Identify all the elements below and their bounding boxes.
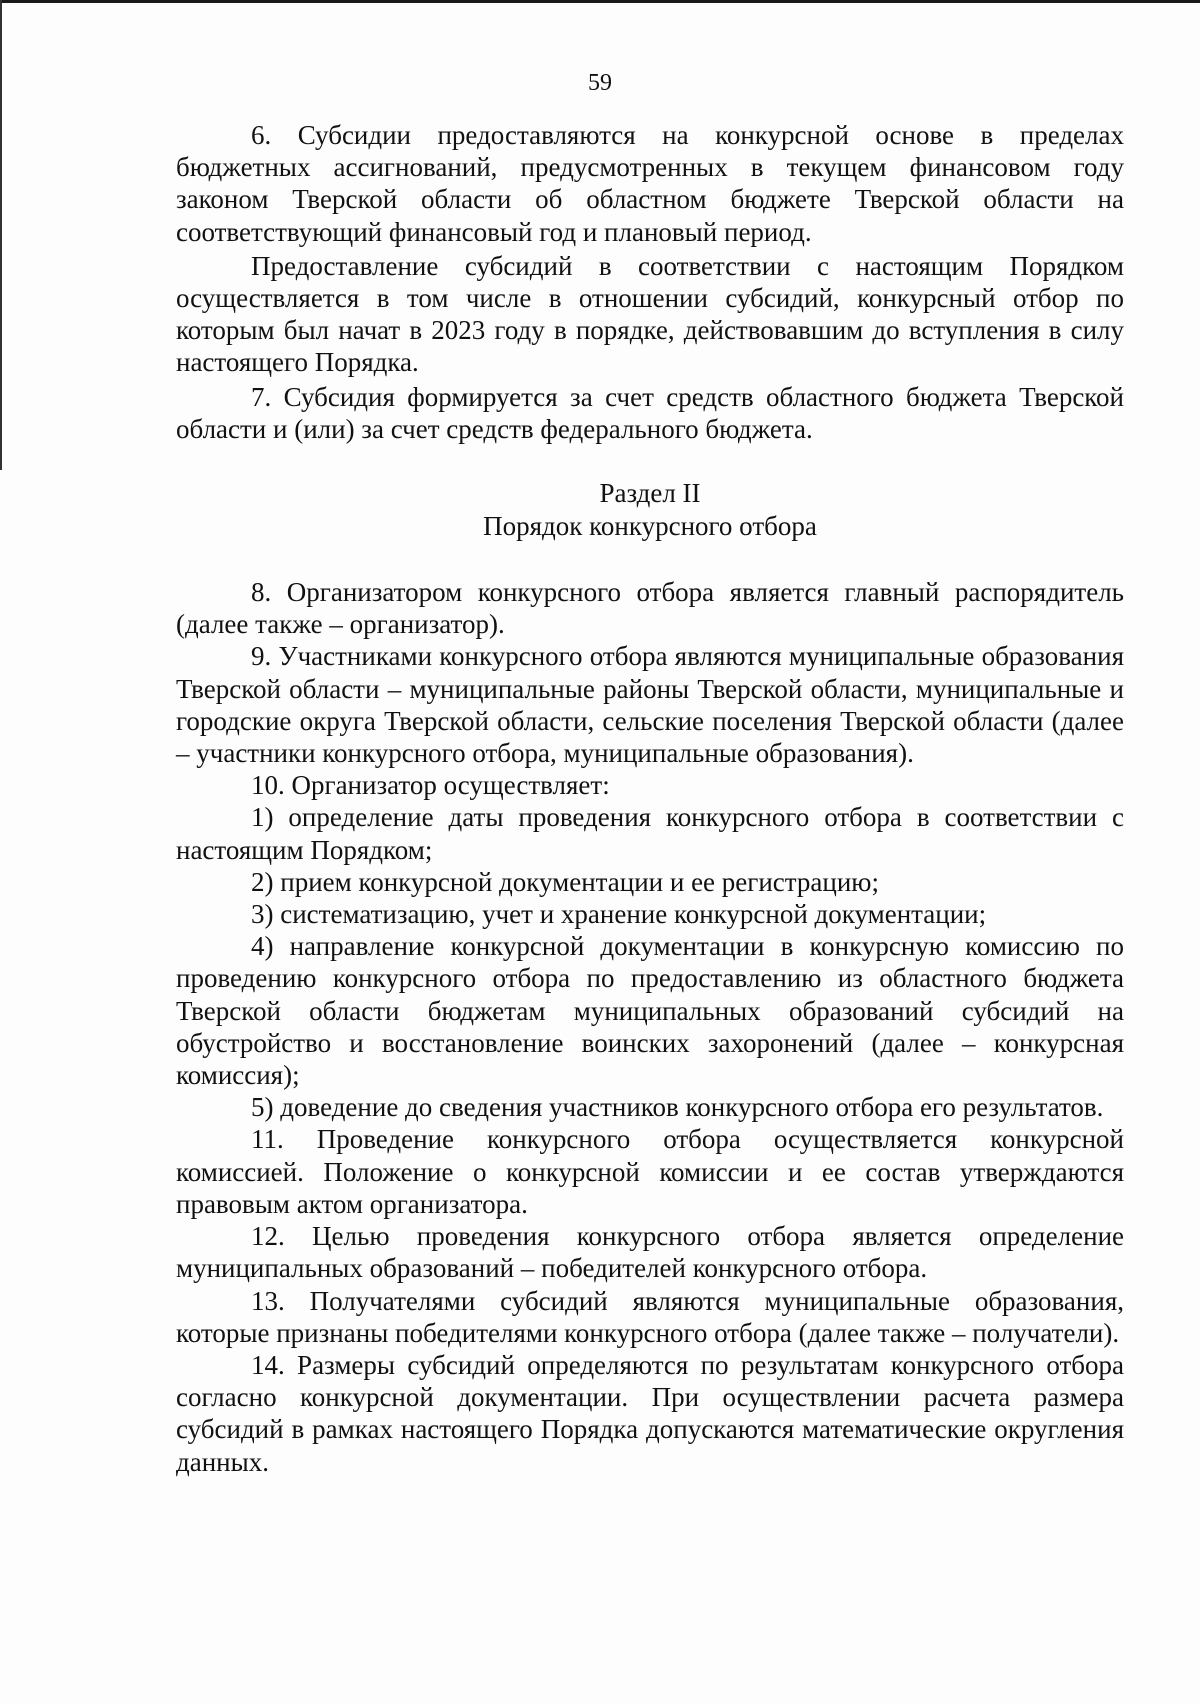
document-body: [176, 119, 1124, 1478]
paragraph-10-item-2: 2) прием конкурсной документации и ее регистрацию;: [251, 866, 879, 897]
paragraph-7: 7. Субсидия формируется за счет средств областного бюджета Тверской области и (или) за счет средств федерального бюджета.: [176, 381, 1124, 444]
paragraph-13: 13. Получателями субсидий являются муниципальные образования, которые признаны победителями конкурсного отбора (далее также – получатели).: [176, 1285, 1124, 1348]
paragraph-10-item-4: 4) направление конкурсной документации в конкурсную комиссию по проведению конкурсного отбора по предоставлению из областного бюджета Тверской области бюджетам муниципальных образований субсидий на обустройство и восстановление воинских захоронений (далее – конкурсная комиссия);: [176, 931, 1124, 1091]
paragraph-8: 8. Организатором конкурсного отбора является главный распорядитель (далее также – организатор).: [176, 577, 1124, 640]
page-number: 59: [588, 70, 612, 96]
section-number: Раздел II: [599, 478, 701, 509]
paragraph-10-item-3: 3) систематизацию, учет и хранение конкурсной документации;: [251, 899, 987, 930]
paragraph-14: 14. Размеры субсидий определяются по результатам конкурсного отбора согласно конкурсной документации. При осуществлении расчета размера субсидий в рамках настоящего Порядка допускаются математические округления данных.: [176, 1349, 1124, 1477]
section-heading: [176, 477, 1124, 543]
paragraph-10: 10. Организатор осуществляет:: [251, 770, 610, 801]
paragraph-6: 6. Субсидии предоставляются на конкурсной основе в пределах бюджетных ассигнований, предусмотренных в текущем финансовом году законом Тверской области об областном бюджете Тверской области на соответствующий финансовый год и плановый период.: [176, 120, 1124, 247]
scan-edge-top: [0, 0, 1200, 3]
paragraph-11: 11. Проведение конкурсного отбора осуществляется конкурсной комиссией. Положение о конкурсной комиссии и ее состав утверждаются правовым актом организатора.: [176, 1124, 1124, 1219]
paragraph-9: 9. Участниками конкурсного отбора являются муниципальные образования Тверской области – муниципальные районы Тверской области, муниципальные и городские округа Тверской области, сельские поселения Тверской области (далее – участники конкурсного отбора, муниципальные образования).: [176, 641, 1124, 769]
paragraph-12: 12. Целью проведения конкурсного отбора является определение муниципальных образований – победителей конкурсного отбора.: [176, 1221, 1124, 1284]
paragraph-10-item-5: 5) доведение до сведения участников конкурсного отбора его результатов.: [251, 1092, 1104, 1123]
paragraph-6-continuation: Предоставление субсидий в соответствии с настоящим Порядком осуществляется в том числе в отношении субсидий, конкурсный отбор по которым был начат в 2023 году в порядке, действовавшим до вступления в силу настоящего Порядка.: [176, 250, 1124, 378]
paragraph-10-item-1: 1) определение даты проведения конкурсного отбора в соответствии с настоящим Порядком;: [176, 802, 1124, 865]
section-title: Порядок конкурсного отбора: [483, 511, 817, 542]
